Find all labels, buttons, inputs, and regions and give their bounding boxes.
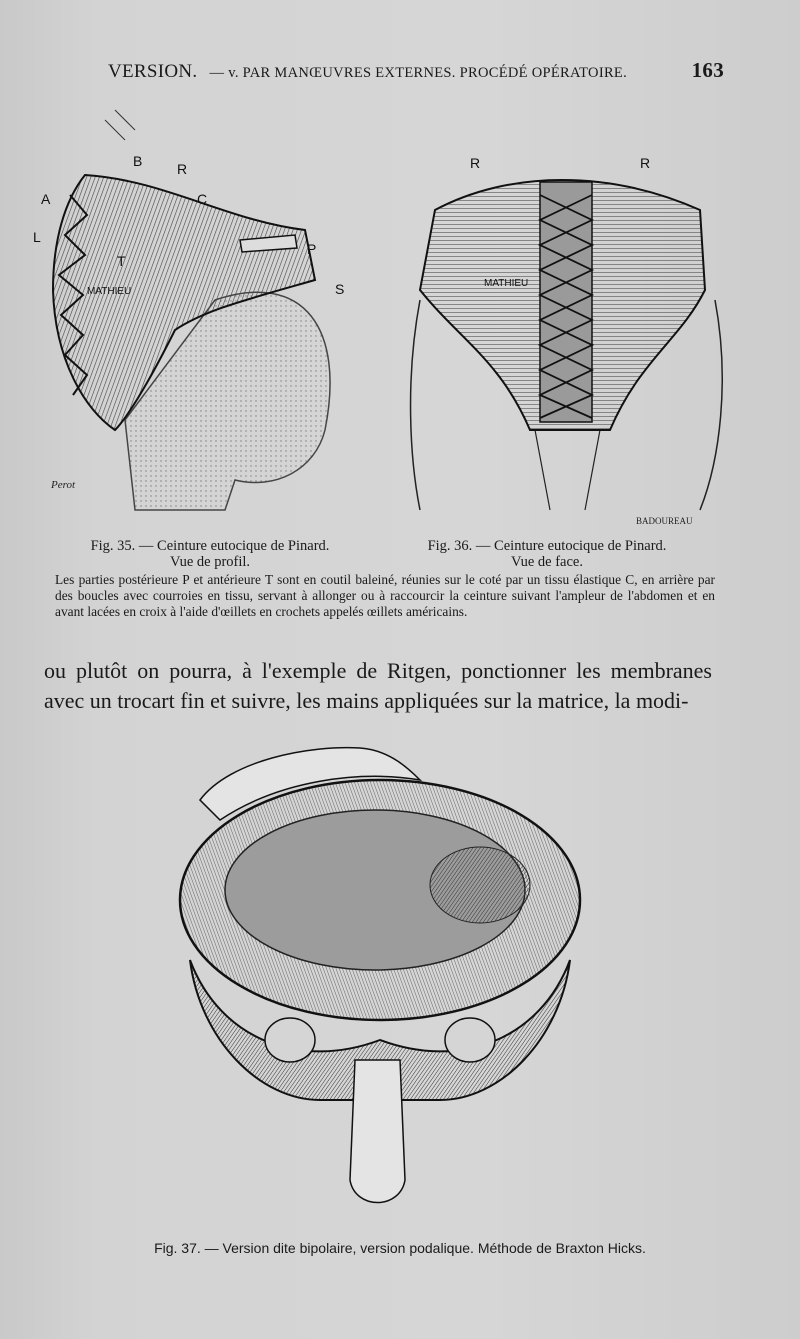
fig35-label-p: P: [307, 241, 317, 257]
fig35-signature: Perot: [51, 479, 76, 491]
running-head-title: VERSION.: [108, 61, 198, 82]
fig36-caption-line2: Vue de face.: [511, 554, 583, 570]
fig35-label-b: B: [133, 153, 143, 169]
fig36-brand: MATHIEU: [484, 278, 529, 289]
running-head: [108, 58, 724, 83]
fig35-label-t: T: [117, 253, 126, 269]
fig36-label-r-right: R: [640, 155, 651, 171]
figure-37-illustration: [160, 740, 600, 1230]
fig36-caption: [392, 538, 702, 570]
figure-36-illustration: [400, 100, 730, 530]
fig36-signature: BADOUREAU: [636, 516, 693, 526]
figure-35-illustration: [25, 100, 395, 520]
fig35-caption-line1: Fig. 35. — Ceinture eutocique de Pinard.: [90, 538, 330, 554]
fig35-label-s: S: [335, 281, 345, 297]
figure-legend-note: Les parties postérieure P et antérieure T sont en coutil baleiné, réunies sur le coté par un tissu élastique C, en arrière par des boucles avec courroies en tissu, servant à allonger ou à raccourcir la ceinture suivant l'ampleur de l'abdomen et en avant lacées en croix à l'aide d'œillets en crochets appelés œillets américains.: [55, 572, 715, 619]
fig35-label-l: L: [33, 229, 41, 245]
fig36-label-r-left: R: [470, 155, 481, 171]
fig35-brand: MATHIEU: [87, 286, 132, 297]
running-head-section: — v. PAR MANŒUVRES EXTERNES. PROCÉDÉ OPÉRATOIRE.: [209, 65, 627, 81]
fig37-caption: Fig. 37. — Version dite bipolaire, version podalique. Méthode de Braxton Hicks.: [154, 1240, 646, 1256]
page-number: 163: [691, 58, 724, 82]
fig35-label-c: C: [197, 191, 208, 207]
fig35-caption-line2: Vue de profil.: [169, 554, 251, 570]
fig35-label-a: A: [41, 191, 51, 207]
body-paragraph: ou plutôt on pourra, à l'exemple de Ritgen, ponctionner les membranes avec un trocart fin et suivre, les mains appliquées sur la matrice, la modi-: [44, 658, 712, 713]
fig36-caption-line1: Fig. 36. — Ceinture eutocique de Pinard.: [427, 538, 667, 554]
fig35-caption: [60, 538, 360, 570]
fig35-label-r: R: [177, 161, 188, 177]
